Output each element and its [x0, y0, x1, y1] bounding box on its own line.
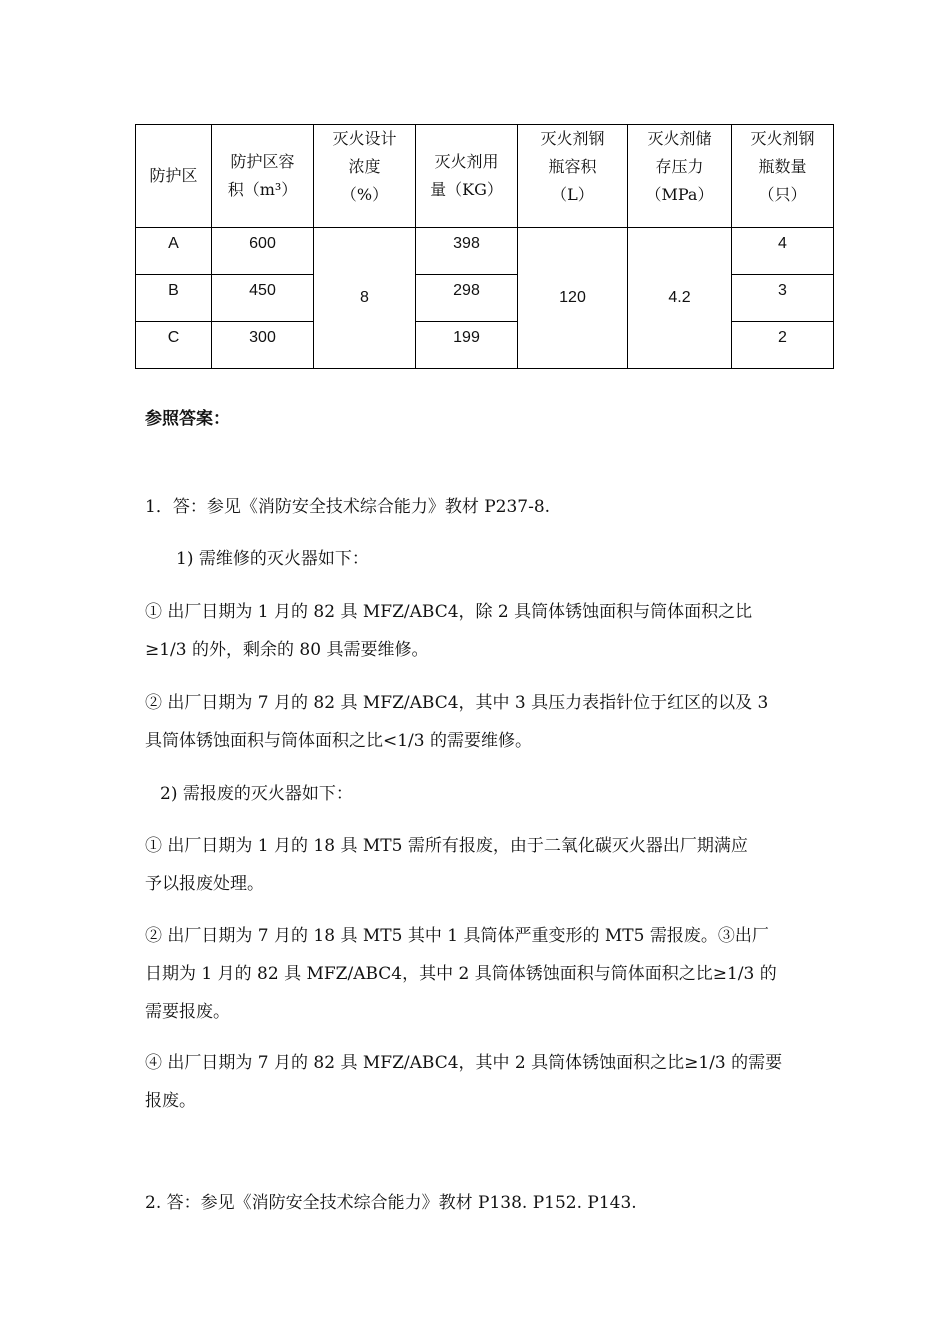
- repair-subheading: 1) 需维修的灭火器如下：: [176, 549, 369, 569]
- header-cell: 灭火剂储 存压力 （MPa）: [628, 125, 732, 228]
- scrap-subheading: 2) 需报废的灭火器如下：: [160, 784, 353, 804]
- paragraph-line: 予以报废处理。: [145, 874, 264, 894]
- paragraph-line: 需要报废。: [145, 1002, 230, 1022]
- answer-1-heading: 1．答：参见《消防安全技术综合能力》教材 P237-8.: [145, 497, 551, 517]
- volume-cell: 450: [212, 275, 314, 322]
- header-cell: 灭火剂钢 瓶数量 （只）: [732, 125, 834, 228]
- paragraph-line: ① 出厂日期为 1 月的 18 具 MT5 需所有报废，由于二氧化碳灭火器出厂期满应: [145, 836, 748, 856]
- header-cell: 防护区容 积（m³）: [212, 125, 314, 228]
- header-cell: 灭火设计 浓度 （%）: [314, 125, 416, 228]
- concentration-cell: 8: [314, 228, 416, 369]
- answer-title: 参照答案：: [145, 409, 230, 429]
- volume-cell: 300: [212, 322, 314, 369]
- paragraph-line: ② 出厂日期为 7 月的 18 具 MT5 其中 1 具筒体严重变形的 MT5 需报废。③出厂: [145, 926, 769, 946]
- zone-cell: A: [136, 228, 212, 275]
- count-cell: 3: [732, 275, 834, 322]
- table-row: [136, 228, 834, 275]
- paragraph-line: ① 出厂日期为 1 月的 82 具 MFZ/ABC4，除 2 具筒体锈蚀面积与筒体面积之比: [145, 602, 753, 622]
- count-cell: 4: [732, 228, 834, 275]
- count-cell: 2: [732, 322, 834, 369]
- amount-cell: 199: [416, 322, 518, 369]
- paragraph-line: 报废。: [145, 1091, 196, 1111]
- paragraph-line: ≥1/3 的外，剩余的 80 具需要维修。: [145, 640, 429, 660]
- paragraph-line: ② 出厂日期为 7 月的 82 具 MFZ/ABC4，其中 3 具压力表指针位于红区的以及 3: [145, 693, 769, 713]
- zone-cell: B: [136, 275, 212, 322]
- pressure-cell: 4.2: [628, 228, 732, 369]
- header-cell: 灭火剂用 量（KG）: [416, 125, 518, 228]
- table-header-row: [136, 125, 834, 228]
- amount-cell: 398: [416, 228, 518, 275]
- answer-2-heading: 2. 答：参见《消防安全技术综合能力》教材 P138. P152. P143.: [145, 1193, 637, 1213]
- paragraph-line: 日期为 1 月的 82 具 MFZ/ABC4，其中 2 具筒体锈蚀面积与筒体面积之比≥1/3 的: [145, 964, 777, 984]
- amount-cell: 298: [416, 275, 518, 322]
- paragraph-line: 具筒体锈蚀面积与筒体面积之比<1/3 的需要维修。: [145, 731, 533, 751]
- paragraph-line: ④ 出厂日期为 7 月的 82 具 MFZ/ABC4，其中 2 具筒体锈蚀面积之比≥1/3 的需要: [145, 1053, 783, 1073]
- zone-cell: C: [136, 322, 212, 369]
- fire-extinguishing-table: [135, 124, 834, 369]
- volume-cell: 600: [212, 228, 314, 275]
- header-cell: 防护区: [136, 125, 212, 228]
- header-cell: 灭火剂钢 瓶容积 （L）: [518, 125, 628, 228]
- bottle-volume-cell: 120: [518, 228, 628, 369]
